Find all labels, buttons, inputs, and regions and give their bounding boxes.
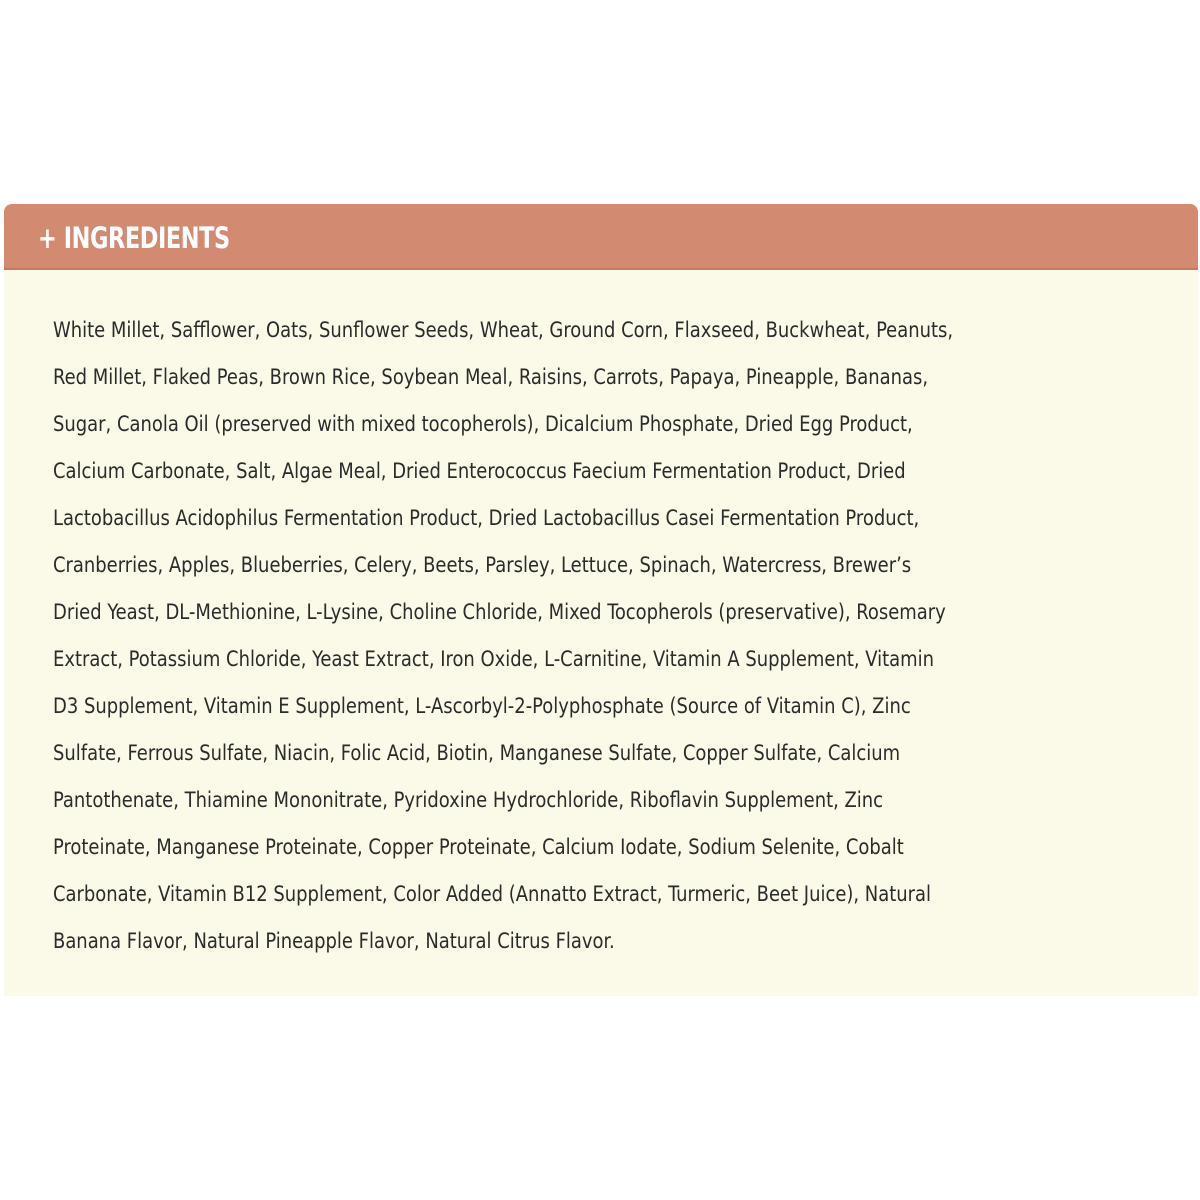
ingredient-line: Extract, Potassium Chloride, Yeast Extract, Iron Oxide, L-Carnitine, Vitamin A Supplement, Vitamin xyxy=(53,647,934,671)
ingredient-line: Sulfate, Ferrous Sulfate, Niacin, Folic Acid, Biotin, Manganese Sulfate, Copper Sulfate, Calcium xyxy=(53,741,901,765)
ingredients-panel xyxy=(4,204,1198,996)
ingredients-list xyxy=(53,307,1000,965)
ingredient-line: Dried Yeast, DL-Methionine, L-Lysine, Choline Chloride, Mixed Tocopherols (preservative), Rosemary xyxy=(53,600,946,624)
ingredients-title[interactable]: + INGREDIENTS xyxy=(38,221,230,255)
ingredients-header[interactable] xyxy=(4,204,1198,270)
ingredient-line: Pantothenate, Thiamine Mononitrate, Pyridoxine Hydrochloride, Riboflavin Supplement, Zinc xyxy=(53,788,884,812)
ingredient-line: Calcium Carbonate, Salt, Algae Meal, Dried Enterococcus Faecium Fermentation Product, Dried xyxy=(53,459,906,483)
ingredient-line: Red Millet, Flaked Peas, Brown Rice, Soybean Meal, Raisins, Carrots, Papaya, Pineapple, Bananas, xyxy=(53,365,929,389)
ingredient-line: Cranberries, Apples, Blueberries, Celery, Beets, Parsley, Lettuce, Spinach, Watercress, Brewer’s xyxy=(53,553,912,577)
ingredient-line: D3 Supplement, Vitamin E Supplement, L-Ascorbyl-2-Polyphosphate (Source of Vitamin C), Zinc xyxy=(53,694,911,718)
ingredient-line: Carbonate, Vitamin B12 Supplement, Color Added (Annatto Extract, Turmeric, Beet Juice), Natural xyxy=(53,882,931,906)
ingredient-line: White Millet, Safflower, Oats, Sunflower Seeds, Wheat, Ground Corn, Flaxseed, Buckwheat, Peanuts, xyxy=(53,318,954,342)
ingredient-line: Lactobacillus Acidophilus Fermentation Product, Dried Lactobacillus Casei Fermentation Product, xyxy=(53,506,920,530)
ingredient-line: Sugar, Canola Oil (preserved with mixed tocopherols), Dicalcium Phosphate, Dried Egg Product, xyxy=(53,412,913,436)
ingredient-line: Proteinate, Manganese Proteinate, Copper Proteinate, Calcium Iodate, Sodium Selenite, Cobalt xyxy=(53,835,904,859)
ingredient-line: Banana Flavor, Natural Pineapple Flavor, Natural Citrus Flavor. xyxy=(53,929,615,953)
